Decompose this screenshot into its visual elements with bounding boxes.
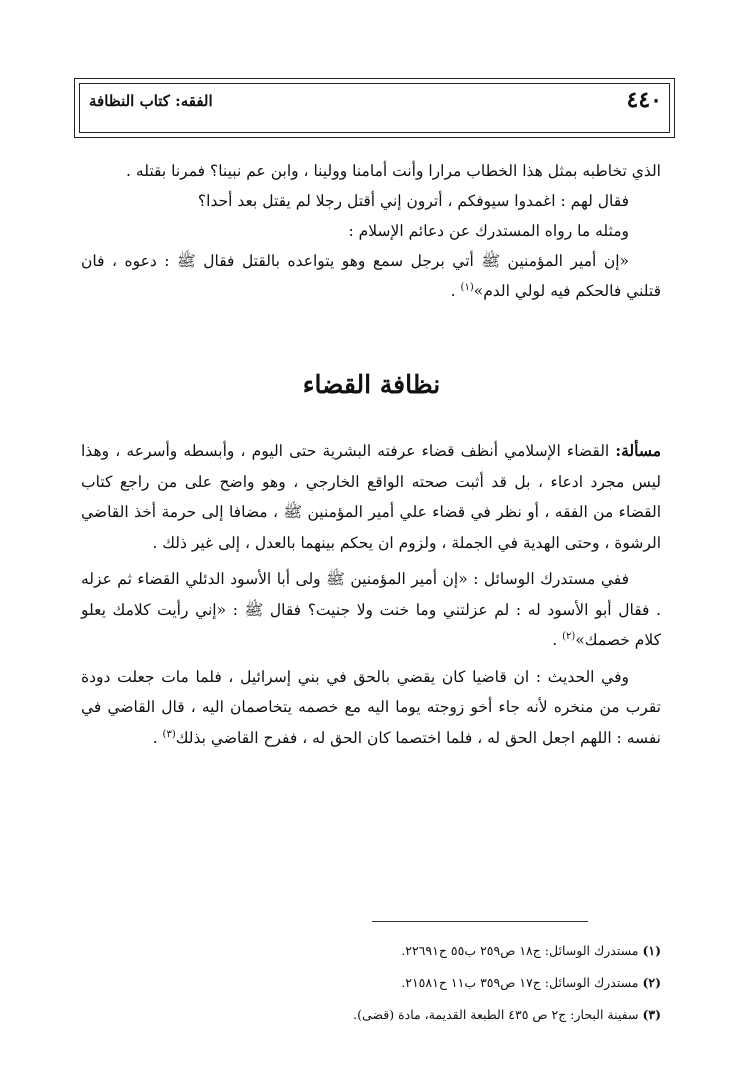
intro-line-2: فقال لهم : اغمدوا سيوفكم ، أترون إني أقتل رجلا لم يقتل بعد أحدا؟ [197,192,629,210]
footnote-3-text: سفينة البحار: ج٢ ص ٤٣٥ الطبعة القديمة، مادة (قضى). [353,1007,643,1022]
footnote-ref-3: (٣) [162,728,176,740]
footnote-2-text: مستدرك الوسائل: ج١٧ ص٣٥٩ ب١١ ح٢١٥٨١. [401,975,643,990]
paragraph-2 [81,564,661,656]
masalah-label: مسألة: [615,441,661,460]
footnote-separator [372,921,588,922]
intro-line-3: ومثله ما رواه المستدرك عن دعائم الإسلام : [348,222,629,240]
footnote-1-number: (١) [642,943,661,958]
running-title: الفقه: كتاب النظافة [89,92,213,110]
footnote-3-number: (٣) [642,1007,661,1022]
footnote-ref-1: (١) [460,281,474,293]
page-number: ٤٤٠ [626,87,662,113]
footnote-1-text: مستدرك الوسائل: ج١٨ ص٢٥٩ ب٥٥ ح٢٢٦٩١. [401,943,643,958]
footnote-2-number: (٢) [642,975,661,990]
footnote-2 [81,975,661,990]
intro-quote [81,246,661,306]
paragraph-1-text: القضاء الإسلامي أنظف قضاء عرفته البشرية حتى اليوم ، وأبسطه وأسرعه ، وهذا ليس مجرد ادعاء ، بل قد أثبت صحته الواقع الخارجي ، وهو واضح على من راجع كتاب القضاء من الفقه ، أو نظر في قضاء علي أمير المؤمنين ﷺ ، مضافا إلى حرمة أخذ القاضي الرشوة ، وحتى الهدية في الجملة ، ولزوم ان يحكم بينهما بالعدل ، إلى غير ذلك . [81,442,661,552]
footnote-1 [81,943,661,958]
paragraph-3-end: . [152,728,163,747]
paragraph-2-text: ففي مستدرك الوسائل : «إن أمير المؤمنين ﷺ ولى أبا الأسود الدئلي القضاء ثم عزله . فقال أبو الأسود له : لم عزلتني وما خنت ولا جنيت؟ فقال ﷺ : «إني رأيت كلامك يعلو كلام خصمك» [81,570,661,649]
footnote-3 [81,1007,661,1022]
intro-line-1: الذي تخاطبه بمثل هذا الخطاب مرارا وأنت أمامنا وولينا ، وابن عم نبينا؟ فمرنا بقتله . [126,162,661,180]
paragraph-2-end: . [552,631,563,649]
paragraph-3 [81,662,661,754]
intro-text [81,156,661,306]
paragraph-3-text: وفي الحديث : ان قاضيا كان يقضي بالحق في بني إسرائيل ، فلما مات جعلت دودة تقرب من منخره لأنه جاء أخو زوجته يوما اليه مع خصمه يتخاصمان اليه ، قال القاضي في نفسه : اللهم اجعل الحق له ، فلما اختصما كان الحق له ، ففرح القاضي بذلك [81,667,661,747]
intro-quote-text: «إن أمير المؤمنين ﷺ أتي برجل سمع وهو يتواعده بالقتل فقال ﷺ : دعوه ، فان قتلني فالحكم فيه لولي الدم» [81,252,661,300]
intro-quote-end: . [450,282,461,300]
section-title: نظافة القضاء [302,370,441,399]
footnote-ref-2: (٢) [562,630,576,642]
page-header-frame [74,78,675,138]
main-text [81,436,661,753]
paragraph-1 [81,436,661,558]
